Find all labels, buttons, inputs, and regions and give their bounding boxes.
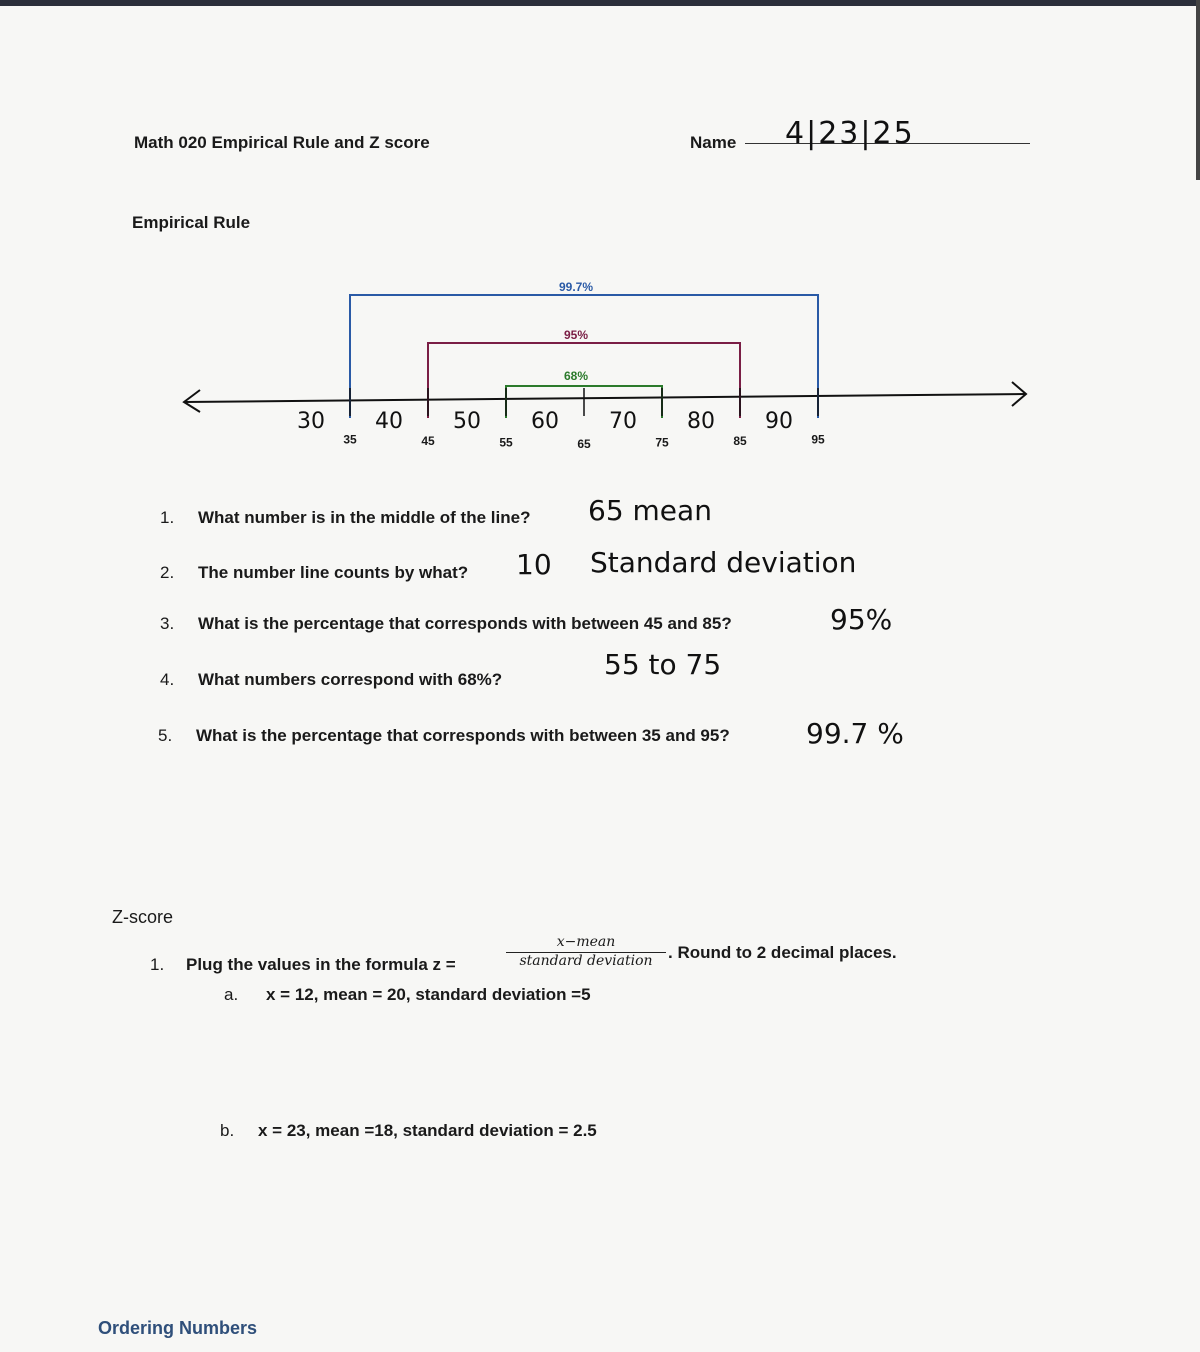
answer-2b-handwritten: Standard deviation xyxy=(590,546,857,579)
question-5: 5. What is the percentage that corresponds with between 35 and 95? xyxy=(158,726,730,745)
section-heading-empirical: Empirical Rule xyxy=(132,213,251,232)
zscore-formula xyxy=(506,934,666,969)
scan-right-edge xyxy=(1196,0,1200,180)
handwritten-label-50: 50 xyxy=(453,409,481,434)
name-label: Name xyxy=(690,133,737,152)
empirical-rule-number-line xyxy=(170,270,1050,470)
answer-2-handwritten: 10 xyxy=(516,548,552,581)
zscore-part-b: b. x = 23, mean =18, standard deviation = 2.5 xyxy=(220,1121,597,1140)
section-heading-zscore: Z-score xyxy=(112,907,174,927)
tick-label-85: 85 xyxy=(733,434,747,448)
answer-3-handwritten: 95% xyxy=(830,603,893,636)
answer-4-handwritten: 55 to 75 xyxy=(604,648,722,681)
tick-label-55: 55 xyxy=(499,435,513,450)
tick-label-45: 45 xyxy=(421,434,435,448)
zscore-question-1: 1. Plug the values in the formula z = xyxy=(150,955,456,974)
zscore-question-1-tail: . Round to 2 decimal places. xyxy=(668,943,897,962)
scan-top-edge xyxy=(0,0,1200,6)
name-value-handwritten: 4|23|25 xyxy=(785,116,915,151)
bracket-label-0: 99.7% xyxy=(558,280,594,294)
handwritten-label-80: 80 xyxy=(687,409,715,434)
worksheet-title: Math 020 Empirical Rule and Z score xyxy=(134,133,430,152)
question-1: 1. What number is in the middle of the line? xyxy=(160,508,531,527)
section-heading-ordering: Ordering Numbers xyxy=(98,1318,258,1338)
bracket-label-2: 68% xyxy=(563,369,589,383)
answer-1-handwritten: 65 mean xyxy=(588,494,712,527)
tick-label-35: 35 xyxy=(343,432,357,447)
formula-numerator: x−mean xyxy=(506,934,666,953)
tick-label-75: 75 xyxy=(655,435,669,450)
question-2: 2. The number line counts by what? xyxy=(160,563,469,582)
tick-label-65: 65 xyxy=(577,437,591,451)
handwritten-label-30: 30 xyxy=(297,409,325,434)
question-4: 4. What numbers correspond with 68%? xyxy=(160,670,503,689)
question-3: 3. What is the percentage that corresponds with between 45 and 85? xyxy=(160,614,732,633)
handwritten-label-70: 70 xyxy=(609,409,637,434)
handwritten-label-40: 40 xyxy=(375,409,403,434)
bracket-label-1: 95% xyxy=(563,328,589,342)
formula-denominator: standard deviation xyxy=(519,953,653,969)
tick-label-95: 95 xyxy=(811,432,825,447)
axis-line xyxy=(184,394,1026,402)
handwritten-label-60: 60 xyxy=(531,409,559,434)
answer-5-handwritten: 99.7 % xyxy=(806,717,904,750)
zscore-part-a: a. x = 12, mean = 20, standard deviation =5 xyxy=(224,985,591,1004)
handwritten-label-90: 90 xyxy=(765,409,793,434)
